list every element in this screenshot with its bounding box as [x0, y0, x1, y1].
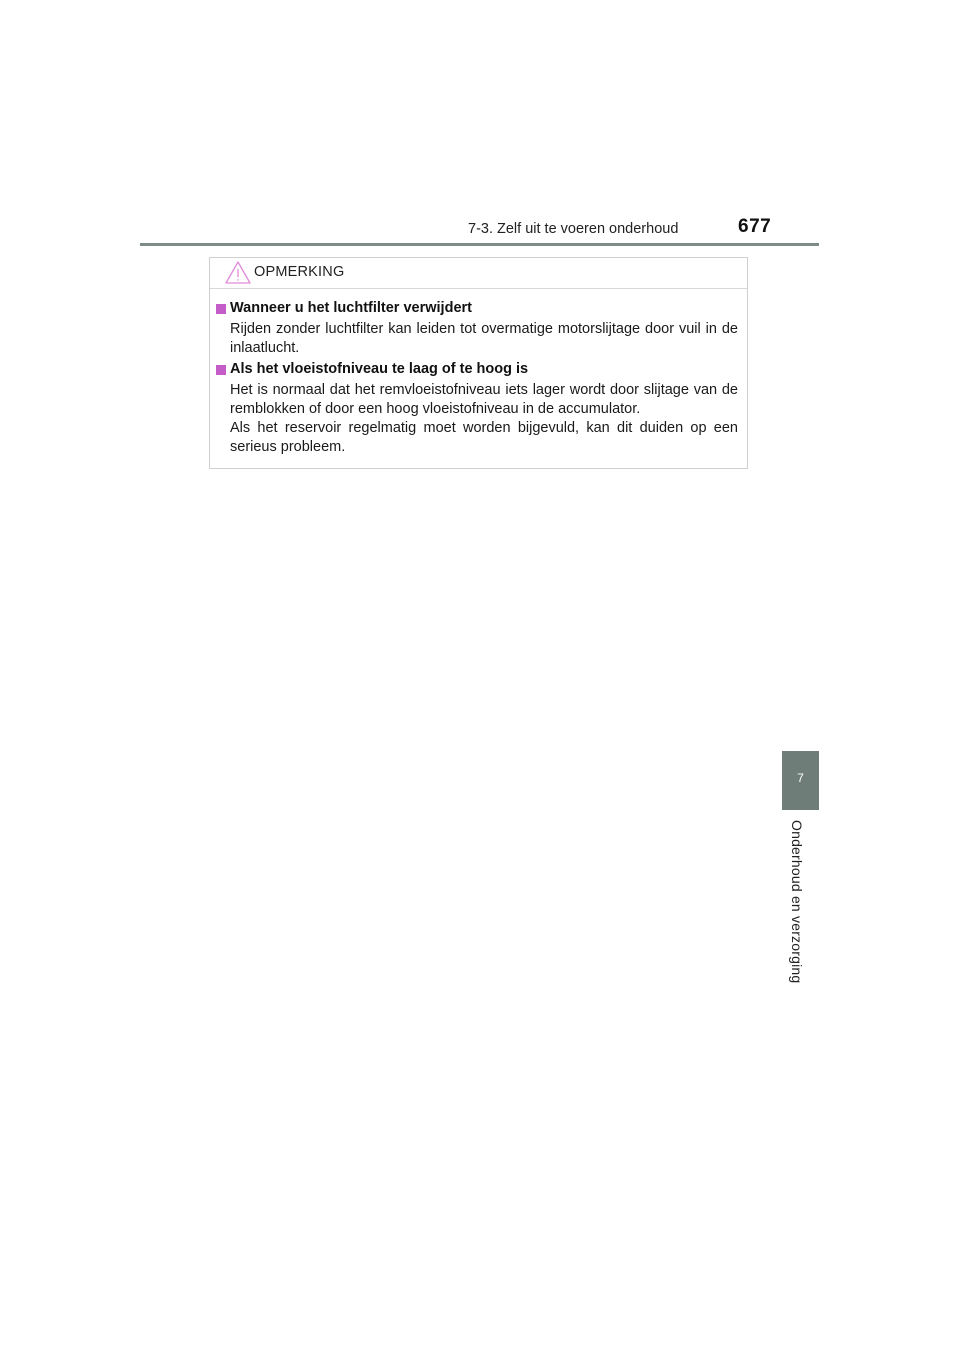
section-paragraph: Als het reservoir regelmatig moet worden bijgevuld, kan dit duiden op een serieus probleem. — [230, 420, 738, 455]
notice-box — [209, 257, 748, 469]
notice-section — [215, 361, 738, 457]
chapter-number: 7 — [797, 771, 804, 785]
section-heading-text: Wanneer u het luchtfilter verwijdert — [230, 300, 472, 316]
section-paragraph: Het is normaal dat het remvloeistofniveau iets lager wordt door slijtage van de remblokken of door een hoog vloeistofniveau in de accumulator. — [230, 382, 738, 417]
notice-title: OPMERKING — [254, 264, 345, 280]
notice-header — [210, 258, 747, 289]
section-heading — [215, 300, 738, 320]
chapter-tab — [782, 751, 819, 810]
page-number: 677 — [738, 216, 772, 237]
square-bullet-icon — [216, 365, 226, 375]
header-section-title: 7-3. Zelf uit te voeren onderhoud — [468, 221, 679, 237]
warning-triangle-icon — [224, 260, 252, 285]
square-bullet-icon — [216, 304, 226, 314]
chapter-title: Onderhoud en verzorging — [789, 820, 805, 984]
notice-section — [215, 300, 738, 358]
header-rule — [140, 243, 819, 246]
section-paragraph: Rijden zonder luchtfilter kan leiden tot overmatige motorslijtage door vuil in de inlaatlucht. — [230, 321, 738, 356]
section-heading-text: Als het vloeistofniveau te laag of te hoog is — [230, 361, 529, 377]
section-heading — [215, 361, 738, 381]
